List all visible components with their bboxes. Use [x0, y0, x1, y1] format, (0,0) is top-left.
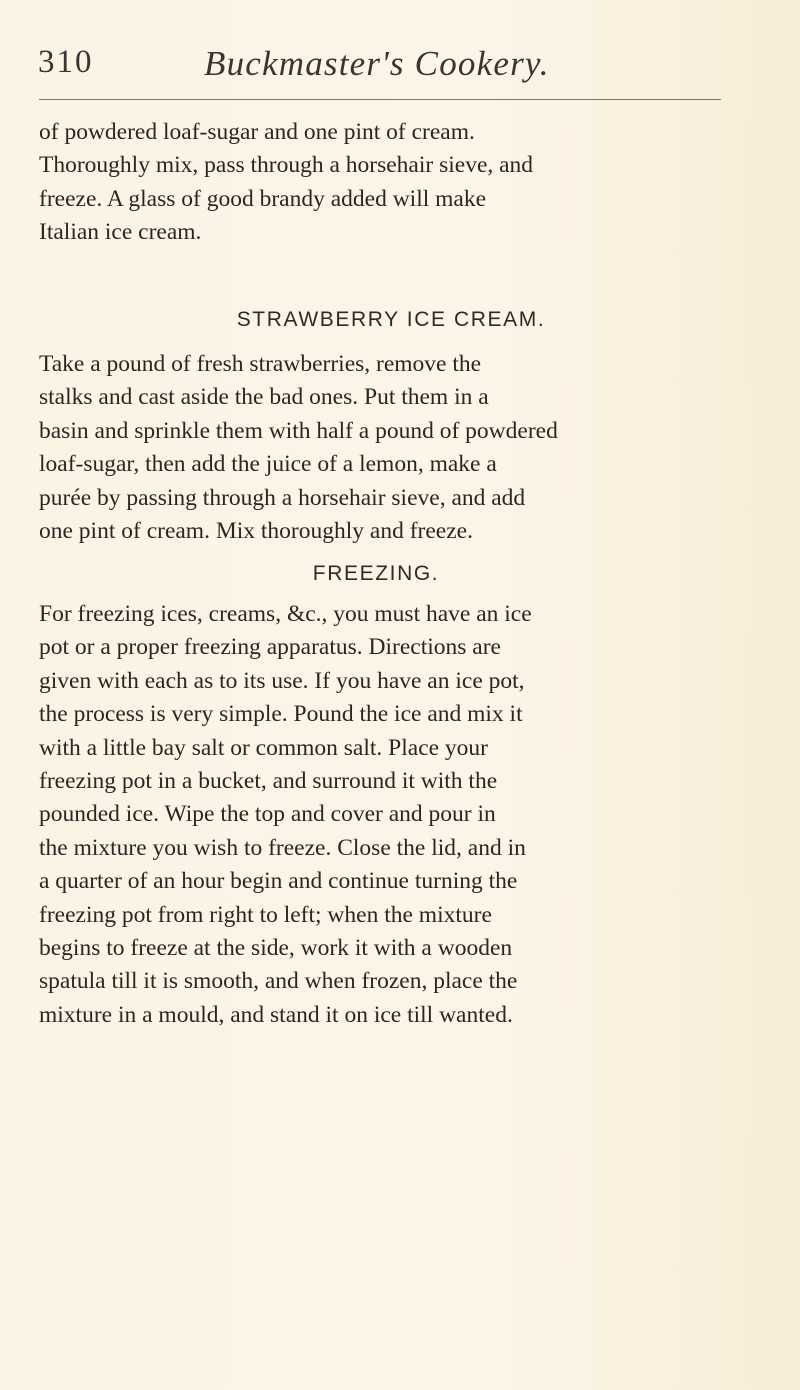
strawberry-ice-cream-paragraph: Take a pound of fresh strawberries, remove the stalks and cast aside the bad ones. Put them in a basin and sprinkle them with half a pound of powdered loaf-sugar, then add the juice of a lemon, make a purée by passing through a horsehair sieve, and add one pint of cream. Mix thoroughly and freeze.: [39, 351, 558, 545]
page-number: 310: [38, 44, 94, 80]
running-title: Buckmaster's Cookery.: [204, 44, 550, 83]
freezing-paragraph: For freezing ices, creams, &c., you must have an ice pot or a proper freezing apparatus. Directions are given with each as to its use. If you have an ice pot, the process is very simple. Pound the ice and mix it with a little bay salt or common salt. Place your freezing pot in a bucket, and surround it with the pounded ice. Wipe the top and cover and pour in the mixture you wish to freeze. Close the lid, and in a quarter of an hour begin and continue turning the freezing pot from right to left; when the mixture begins to freeze at the side, work it with a wooden spatula till it is smooth, and when frozen, place the mixture in a mould, and stand it on ice till wanted.: [39, 601, 532, 1028]
page-header: [38, 38, 758, 88]
freezing-heading: FREEZING.: [312, 562, 440, 585]
strawberry-ice-cream-heading: STRAWBERRY ICE CREAM.: [236, 308, 546, 331]
continuation-paragraph: of powdered loaf-sugar and one pint of cream. Thoroughly mix, pass through a horsehair sieve, and freeze. A glass of good brandy added will make Italian ice cream.: [39, 119, 534, 246]
header-rule: [39, 99, 721, 100]
